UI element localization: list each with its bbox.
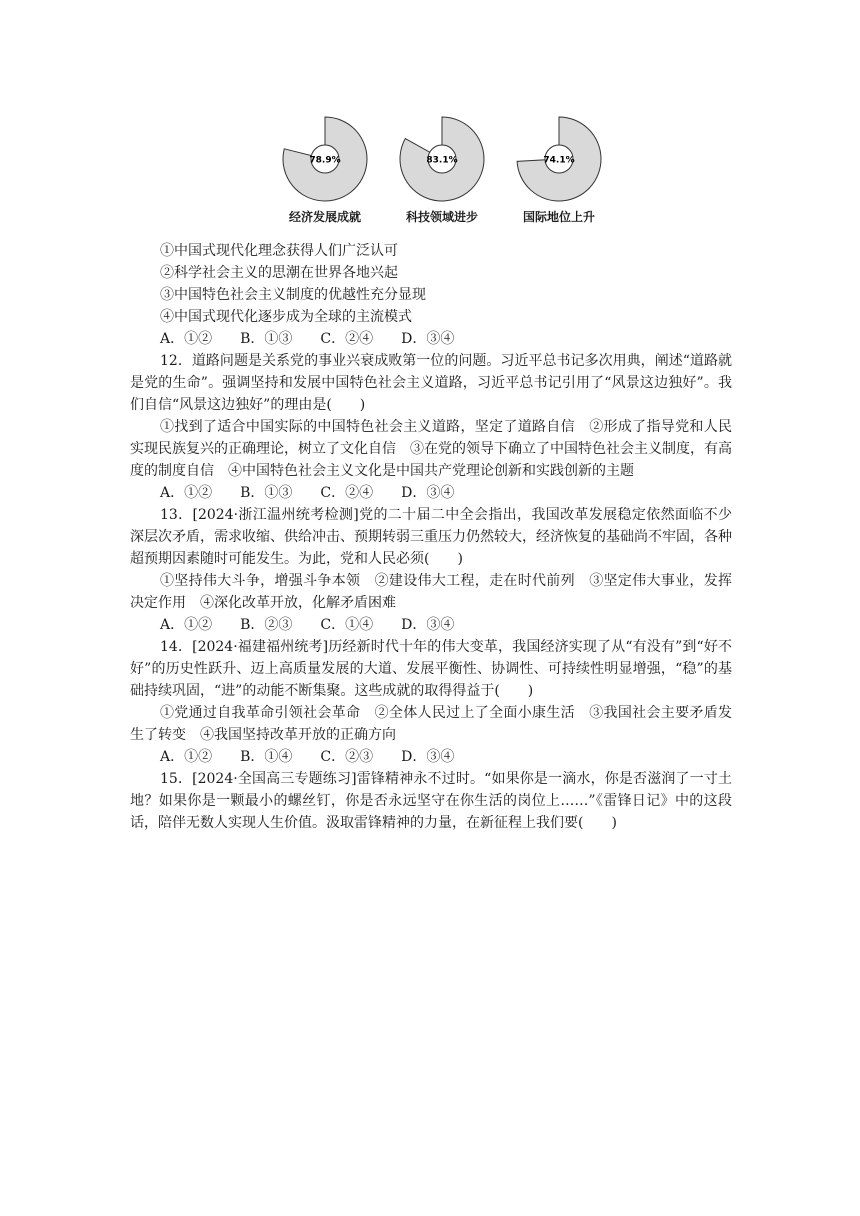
option-d: D．③④ xyxy=(401,749,455,765)
option-b: B．①③ xyxy=(240,485,293,501)
option-d: D．③④ xyxy=(401,331,455,347)
q13-statements: ①坚持伟大斗争，增强斗争本领 ②建设伟大工程，走在时代前列 ③坚定伟大事业，发挥决定作用 ④深化改革开放，化解矛盾困难 xyxy=(130,573,732,611)
q11-statement-3: ③中国特色社会主义制度的优越性充分显现 xyxy=(160,287,426,303)
q13-stem: 13．[2024·浙江温州统考检测]党的二十届二中全会指出，我国改革发展稳定依然面临不少深层次矛盾，需求收缩、供给冲击、预期转弱三重压力仍然较大，经济恢复的基础尚不牢固，各种超预期因素随时可能发生。为此，党和人民必须( ) xyxy=(130,507,732,567)
option-c: C．②④ xyxy=(320,331,374,347)
q11-options xyxy=(130,328,732,350)
q11-statement-4: ④中国式现代化逐步成为全球的主流模式 xyxy=(160,309,412,325)
chart-international xyxy=(514,114,604,225)
q11-statement-1: ①中国式现代化理念获得人们广泛认可 xyxy=(160,243,398,259)
pie-value-label: 78.9% xyxy=(309,155,341,166)
q14-stem: 14．[2024·福建福州统考]历经新时代十年的伟大变革，我国经济实现了从“有没有”到“好不好”的历史性跃升、迈上高质量发展的大道、发展平衡性、协调性、可持续性明显增强，“稳”的基础持续巩固，“进”的动能不断集聚。这些成就的取得得益于( ) xyxy=(130,639,732,699)
q12-options xyxy=(130,482,732,504)
pie-chart-international xyxy=(514,114,604,204)
option-a: A．①② xyxy=(160,485,213,501)
pie-charts-figure xyxy=(280,114,620,234)
pie-chart-technology xyxy=(397,114,487,204)
option-b: B．①③ xyxy=(240,331,293,347)
pie-value-label: 83.1% xyxy=(426,155,458,166)
option-c: C．②④ xyxy=(320,485,374,501)
pie-value-label: 74.1% xyxy=(543,155,575,166)
chart-technology xyxy=(397,114,487,225)
option-a: A．①② xyxy=(160,331,213,347)
option-d: D．③④ xyxy=(401,617,455,633)
q13-options xyxy=(130,614,732,636)
option-b: B．①④ xyxy=(240,749,293,765)
option-c: C．②③ xyxy=(320,749,374,765)
chart-economic xyxy=(280,114,370,225)
q12-statements: ①找到了适合中国实际的中国特色社会主义道路，坚定了道路自信 ②形成了指导党和人民实现民族复兴的正确理论，树立了文化自信 ③在党的领导下确立了中国特色社会主义制度，有高度的制度自信 ④中国特色社会主义文化是中国共产党理论创新和实践创新的主题 xyxy=(130,419,732,479)
pie-chart-economic xyxy=(280,114,370,204)
q15-stem: 15．[2024·全国高三专题练习]雷锋精神永不过时。“如果你是一滴水，你是否滋润了一寸土地？如果你是一颗最小的螺丝钉，你是否永远坚守在你生活的岗位上……”《雷锋日记》中的这段话，陪伴无数人实现人生价值。汲取雷锋精神的力量，在新征程上我们要( ) xyxy=(130,771,732,831)
option-c: C．①④ xyxy=(320,617,374,633)
option-b: B．②③ xyxy=(240,617,293,633)
q12-stem: 12．道路问题是关系党的事业兴衰成败第一位的问题。习近平总书记多次用典，阐述“道路就是党的生命”。强调坚持和发展中国特色社会主义道路，习近平总书记引用了“风景这边独好”。我们自信“风景这边独好”的理由是( ) xyxy=(130,353,732,413)
option-a: A．①② xyxy=(160,749,213,765)
option-a: A．①② xyxy=(160,617,213,633)
chart-label: 国际地位上升 xyxy=(522,210,595,224)
q14-statements: ①党通过自我革命引领社会革命 ②全体人民过上了全面小康生活 ③我国社会主要矛盾发生了转变 ④我国坚持改革开放的正确方向 xyxy=(130,705,732,743)
chart-label: 经济发展成就 xyxy=(288,210,361,224)
chart-label: 科技领域进步 xyxy=(405,210,478,224)
question-content xyxy=(130,240,732,834)
q11-statement-2: ②科学社会主义的思潮在世界各地兴起 xyxy=(160,265,398,281)
q14-options xyxy=(130,746,732,768)
option-d: D．③④ xyxy=(401,485,455,501)
